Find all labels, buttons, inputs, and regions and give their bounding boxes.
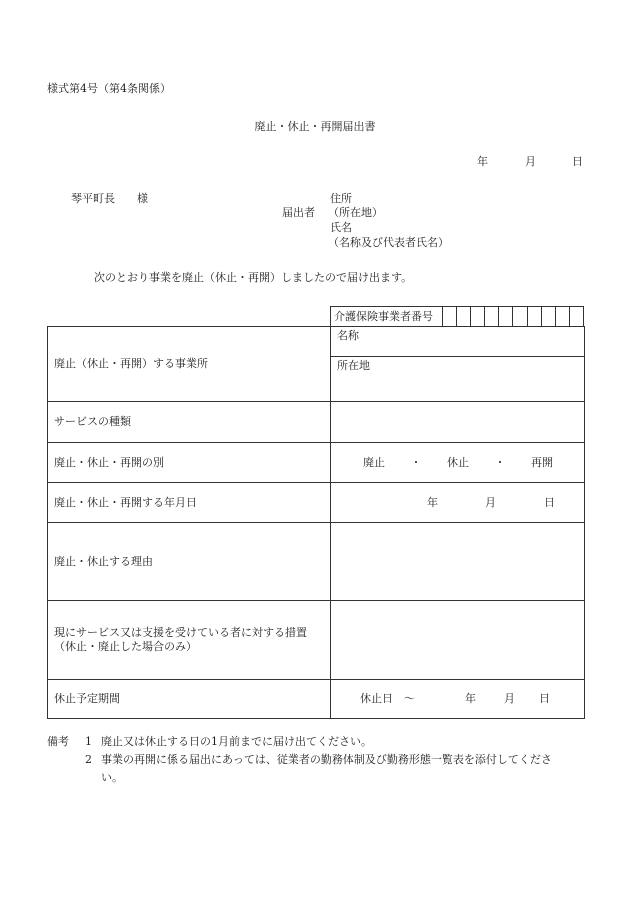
option-separator: ・	[494, 455, 506, 469]
effective-date-year: 年	[427, 495, 438, 509]
option-abolish[interactable]: 廃止	[363, 455, 385, 469]
name-label: 氏名	[330, 221, 352, 234]
note-number: 2	[85, 753, 92, 766]
facility-label: 廃止（休止・再開）する事業所	[48, 327, 331, 402]
provider-number-digit[interactable]	[457, 307, 471, 327]
form-table	[47, 326, 585, 719]
measures-label	[48, 601, 331, 680]
facility-row	[48, 327, 585, 402]
provider-number-digit[interactable]	[513, 307, 527, 327]
form-title: 廃止・休止・再開届出書	[254, 120, 376, 133]
effective-date-label: 廃止・休止・再開する年月日	[48, 483, 331, 523]
provider-number-label: 介護保険事業者番号	[331, 307, 443, 327]
reason-label: 廃止・休止する理由	[48, 523, 331, 601]
category-row	[48, 443, 585, 483]
measures-value[interactable]	[331, 601, 585, 680]
note-item-1	[47, 733, 584, 751]
note-text-line2: い。	[101, 771, 123, 784]
facility-address-field[interactable]	[331, 356, 584, 401]
provider-number-digit[interactable]	[528, 307, 542, 327]
note-number: 1	[85, 735, 92, 748]
facility-address-label: 所在地	[337, 359, 370, 372]
option-suspend[interactable]: 休止	[447, 455, 469, 469]
period-prefix: 休止日 ～	[360, 692, 415, 705]
period-month: 月	[504, 692, 515, 705]
addressee: 琴平町長 様	[71, 192, 148, 205]
provider-number-digit[interactable]	[485, 307, 499, 327]
period-row	[48, 680, 585, 719]
date-day: 日	[572, 155, 583, 168]
period-value[interactable]	[331, 680, 585, 719]
intro-text: 次のとおり事業を廃止（休止・再開）しましたので届け出ます。	[94, 271, 413, 284]
facility-name-label: 名称	[337, 329, 359, 342]
applicant-heading: 届出者	[282, 206, 315, 219]
option-resume[interactable]: 再開	[531, 455, 553, 469]
notes-heading: 備考	[47, 735, 69, 748]
provider-number-digit[interactable]	[542, 307, 556, 327]
provider-number-digit[interactable]	[443, 307, 457, 327]
effective-date-day: 日	[544, 495, 555, 509]
address-label: 住所	[330, 192, 352, 205]
facility-value-cell[interactable]	[331, 327, 585, 402]
measures-row	[48, 601, 585, 680]
provider-number-digit[interactable]	[570, 307, 583, 327]
effective-date-value[interactable]	[331, 483, 585, 523]
category-options	[331, 443, 585, 483]
notes-section	[47, 733, 584, 787]
period-year: 年	[465, 692, 476, 705]
note-text-line1: 事業の再開に係る届出にあっては、従業者の勤務体制及び勤務形態一覧表を添付してくださ	[101, 753, 552, 766]
service-type-label: サービスの種類	[48, 402, 331, 443]
service-type-row	[48, 402, 585, 443]
category-label: 廃止・休止・再開の別	[48, 443, 331, 483]
provider-number-digit[interactable]	[471, 307, 485, 327]
measures-label-line1: 現にサービス又は支援を受けている者に対する措置	[54, 626, 307, 639]
facility-name-field[interactable]	[331, 327, 584, 356]
measures-label-line2: （休止・廃止した場合のみ）	[54, 640, 197, 653]
date-row	[48, 483, 585, 523]
provider-number-digit[interactable]	[556, 307, 570, 327]
effective-date-month: 月	[485, 495, 496, 509]
name-sub-label: （名称及び代表者氏名）	[328, 236, 449, 249]
reason-value[interactable]	[331, 523, 585, 601]
note-item-2	[47, 751, 584, 787]
date-year: 年	[477, 155, 488, 168]
provider-number-box	[330, 306, 584, 327]
option-separator: ・	[410, 455, 422, 469]
period-day: 日	[539, 692, 550, 705]
period-label: 休止予定期間	[48, 680, 331, 719]
provider-number-digit[interactable]	[499, 307, 513, 327]
form-number: 様式第4号（第4条関係）	[47, 82, 171, 95]
date-month: 月	[525, 155, 536, 168]
address-sub-label: （所在地）	[328, 206, 383, 219]
service-type-value[interactable]	[331, 402, 585, 443]
reason-row	[48, 523, 585, 601]
note-text: 廃止又は休止する日の1月前までに届け出てください。	[101, 735, 372, 748]
